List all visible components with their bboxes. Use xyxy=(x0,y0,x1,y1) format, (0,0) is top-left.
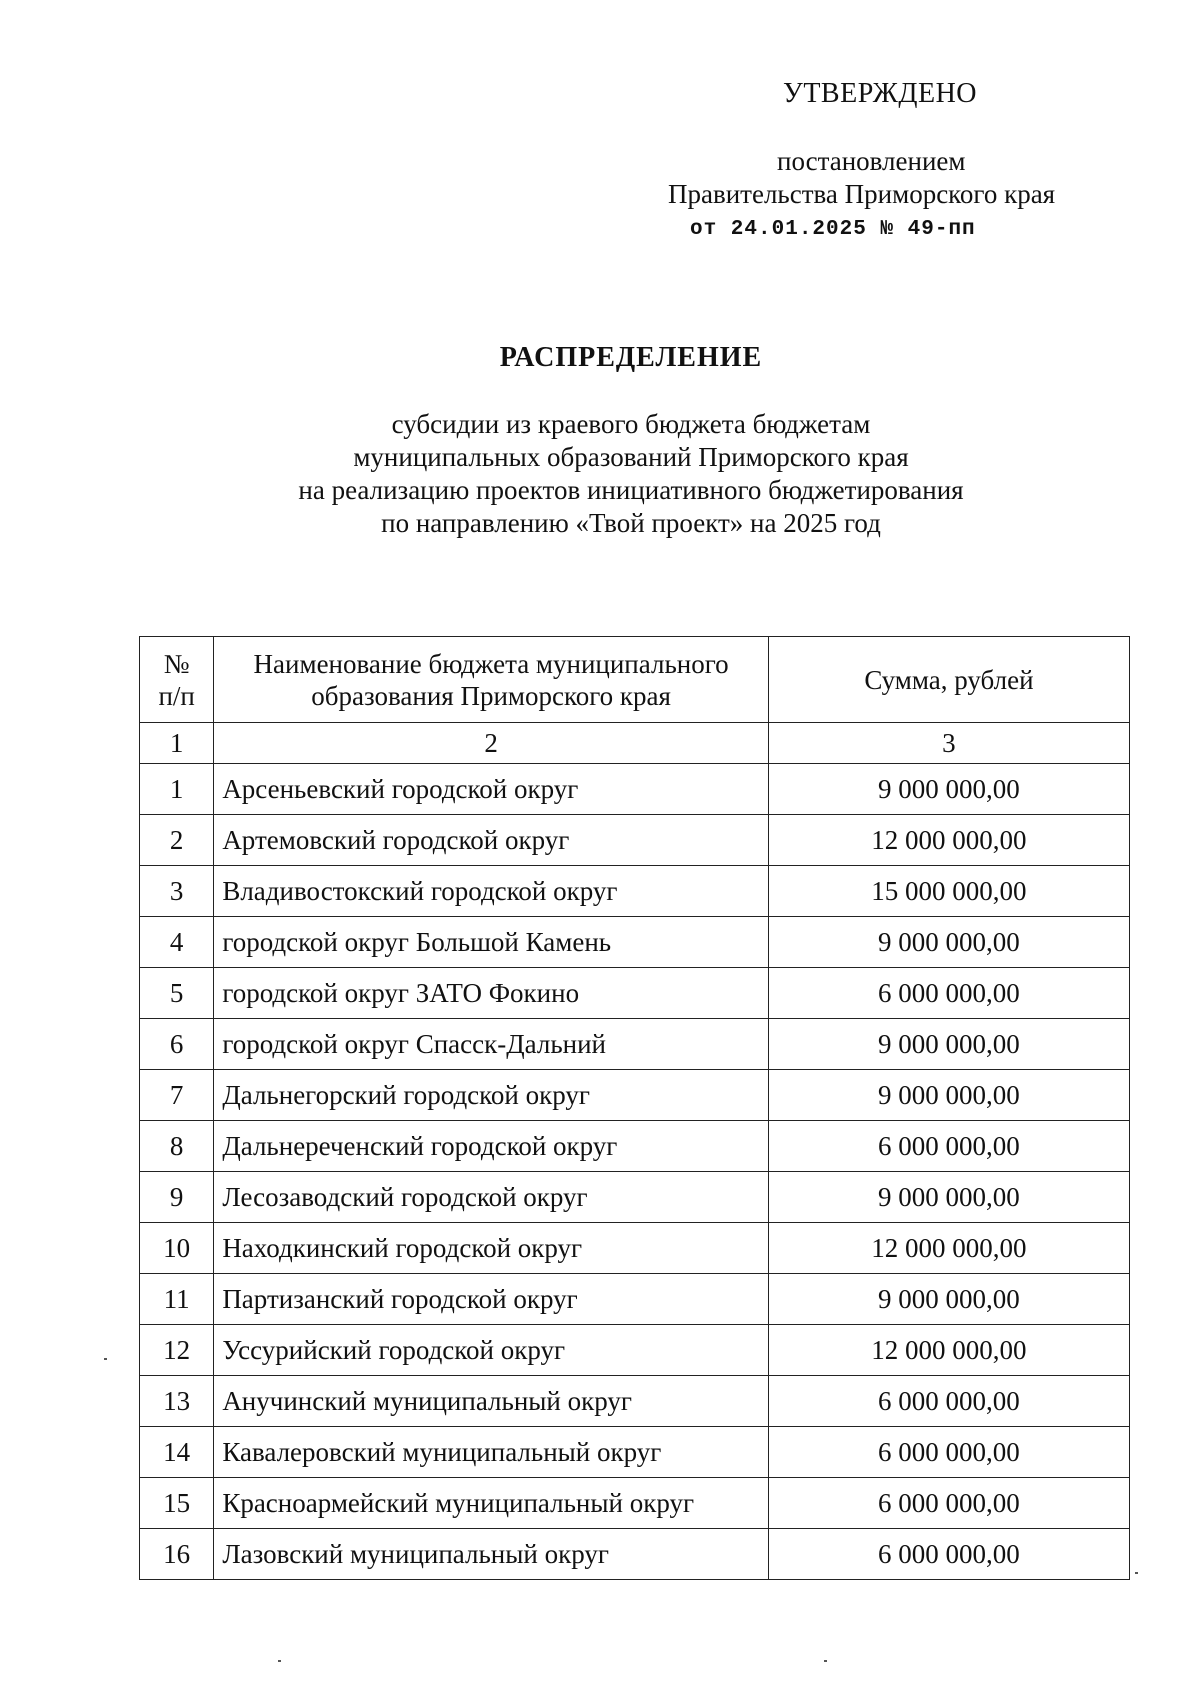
row-sum: 9 000 000,00 xyxy=(768,1070,1129,1121)
row-number: 8 xyxy=(140,1121,214,1172)
row-sum: 12 000 000,00 xyxy=(768,815,1129,866)
row-name: Находкинский городской округ xyxy=(214,1223,769,1274)
row-sum: 15 000 000,00 xyxy=(768,866,1129,917)
row-name: городской округ ЗАТО Фокино xyxy=(214,968,769,1019)
row-name: Дальнегорский городской округ xyxy=(214,1070,769,1121)
row-number: 13 xyxy=(140,1376,214,1427)
index-cell: 3 xyxy=(768,723,1129,764)
header-name-line: Наименование бюджета муниципального xyxy=(253,648,729,679)
row-number: 5 xyxy=(140,968,214,1019)
table-row xyxy=(140,1070,1130,1121)
table-row xyxy=(140,1019,1130,1070)
row-sum: 6 000 000,00 xyxy=(768,1376,1129,1427)
index-cell: 1 xyxy=(140,723,214,764)
table-row xyxy=(140,1529,1130,1580)
row-name: Лесозаводский городской округ xyxy=(214,1172,769,1223)
approval-number: от 24.01.2025 № 49-пп xyxy=(690,218,976,241)
subtitle-line: субсидии из краевого бюджета бюджетам xyxy=(391,409,871,439)
row-number: 4 xyxy=(140,917,214,968)
table-row xyxy=(140,815,1130,866)
row-number: 12 xyxy=(140,1325,214,1376)
row-name: городской округ Спасск-Дальний xyxy=(214,1019,769,1070)
header-number-line: п/п xyxy=(158,680,195,711)
row-number: 2 xyxy=(140,815,214,866)
row-number: 3 xyxy=(140,866,214,917)
scan-speck xyxy=(104,1358,107,1360)
approval-line-government: Правительства Приморского края xyxy=(668,179,1056,209)
header-name-line: образования Приморского края xyxy=(311,680,671,711)
header-sum: Сумма, рублей xyxy=(768,637,1129,723)
row-name: Дальнереченский городской округ xyxy=(214,1121,769,1172)
approval-block xyxy=(0,0,1200,260)
scan-speck xyxy=(1135,1572,1138,1574)
row-number: 15 xyxy=(140,1478,214,1529)
row-name: Партизанский городской округ xyxy=(214,1274,769,1325)
table-row xyxy=(140,764,1130,815)
subtitle-line: на реализацию проектов инициативного бюджетирования xyxy=(298,475,964,505)
table-row xyxy=(140,1121,1130,1172)
row-number: 9 xyxy=(140,1172,214,1223)
row-name: Кавалеровский муниципальный округ xyxy=(214,1427,769,1478)
approval-line-resolution: постановлением xyxy=(777,146,966,176)
table-row xyxy=(140,1223,1130,1274)
document-subtitle xyxy=(0,408,1200,540)
table-row xyxy=(140,1376,1130,1427)
subtitle-line: по направлению «Твой проект» на 2025 год xyxy=(381,508,881,538)
table-index-row xyxy=(140,723,1130,764)
row-name: Лазовский муниципальный округ xyxy=(214,1529,769,1580)
scan-speck xyxy=(824,1660,827,1662)
row-number: 6 xyxy=(140,1019,214,1070)
table-row xyxy=(140,1427,1130,1478)
row-sum: 6 000 000,00 xyxy=(768,1427,1129,1478)
row-name: Уссурийский городской округ xyxy=(214,1325,769,1376)
row-number: 11 xyxy=(140,1274,214,1325)
row-number: 16 xyxy=(140,1529,214,1580)
document-title: РАСПРЕДЕЛЕНИЕ xyxy=(499,342,763,373)
table-header-row xyxy=(140,637,1130,723)
row-sum: 12 000 000,00 xyxy=(768,1325,1129,1376)
row-name: городской округ Большой Камень xyxy=(214,917,769,968)
table-row xyxy=(140,968,1130,1019)
row-name: Арсеньевский городской округ xyxy=(214,764,769,815)
index-cell: 2 xyxy=(214,723,769,764)
table-row xyxy=(140,866,1130,917)
row-sum: 9 000 000,00 xyxy=(768,1172,1129,1223)
row-sum: 9 000 000,00 xyxy=(768,764,1129,815)
row-sum: 9 000 000,00 xyxy=(768,917,1129,968)
header-name xyxy=(214,637,769,723)
table-row xyxy=(140,1478,1130,1529)
approval-title: УТВЕРЖДЕНО xyxy=(783,78,978,109)
scan-speck xyxy=(278,1660,281,1662)
distribution-table xyxy=(139,636,1130,1580)
row-sum: 6 000 000,00 xyxy=(768,1529,1129,1580)
row-name: Владивостокский городской округ xyxy=(214,866,769,917)
row-sum: 6 000 000,00 xyxy=(768,1121,1129,1172)
subtitle-line: муниципальных образований Приморского края xyxy=(353,442,909,472)
row-sum: 9 000 000,00 xyxy=(768,1019,1129,1070)
row-name: Красноармейский муниципальный округ xyxy=(214,1478,769,1529)
table-row xyxy=(140,1325,1130,1376)
row-sum: 12 000 000,00 xyxy=(768,1223,1129,1274)
row-number: 1 xyxy=(140,764,214,815)
row-name: Анучинский муниципальный округ xyxy=(214,1376,769,1427)
row-number: 14 xyxy=(140,1427,214,1478)
row-number: 10 xyxy=(140,1223,214,1274)
table-row xyxy=(140,1274,1130,1325)
header-number-line: № xyxy=(163,648,190,679)
row-number: 7 xyxy=(140,1070,214,1121)
row-sum: 6 000 000,00 xyxy=(768,968,1129,1019)
header-number xyxy=(140,637,214,723)
row-name: Артемовский городской округ xyxy=(214,815,769,866)
row-sum: 9 000 000,00 xyxy=(768,1274,1129,1325)
row-sum: 6 000 000,00 xyxy=(768,1478,1129,1529)
table-row xyxy=(140,917,1130,968)
table-row xyxy=(140,1172,1130,1223)
